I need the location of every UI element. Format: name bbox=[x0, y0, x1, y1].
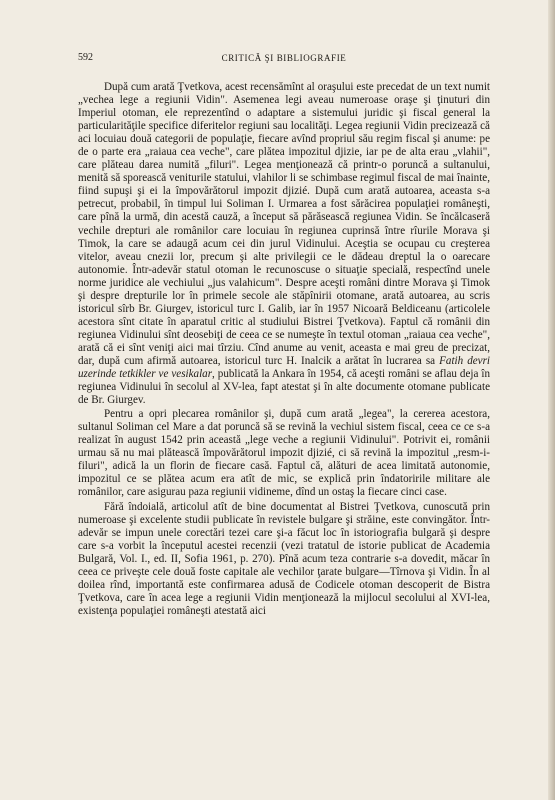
page-number: 592 bbox=[78, 52, 93, 63]
paragraph-3: Fără îndoială, articolul atît de bine documentat al Bistrei Ţvetkova, cunoscută prin numeroase şi excelente studii publicate în revistele bulgare şi străine, este convingător. Într-adevăr se impun unele corectări tezei care şi-a făcut loc în istoriografia bulgară şi despre care s-a vorbit la începutul acestei recenzii (vezi tratatul de istorie publicat de Academia Bulgară, Vol. I., ed. II, Sofia 1961, p. 270). Pînă acum teza contrarie s-a dovedit, măcar în ceea ce priveşte cele două foste capitale ale vechilor ţarate bulgare—Tîrnova şi Vidin. În al doilea rînd, importantă este confirmarea adusă de Codicele otoman descoperit de Bistra Ţvetkova, care în acea lege a regiunii Vidin menţionează la mijlocul secolului al XVI-lea, existenţa populaţiei româneşti atestată aici bbox=[78, 500, 490, 617]
running-head: CRITICĂ ŞI BIBLIOGRAFIE bbox=[221, 53, 347, 63]
paragraph-1-italic-title: Fatih devri uzerinde tetkikler ve vesikalar bbox=[78, 354, 490, 381]
paragraph-1-text-before: După cum arată Ţvetkova, acest recensămînt al oraşului este precedat de un text numit „vechea lege a regiunii Vidin". Asemenea legi aveau numeroase oraşe şi ţinuturi din Imperiul otoman, ele reprezentînd o adaptare a sistemului juridic şi fiscal general la particularităţile specifice diferitelor regiuni sau localităţi. Legea regiunii Vidin precizează că aci locuiau două categorii de populaţie, fiecare avînd propriul său regim fiscal şi anume: pe de o parte era „raiaua cea veche", care plătea impozitul djizie, iar pe de alta erau „vlahii", care plăteau darea numită „filuri". Legea menţionează că printr-o poruncă a sultanului, menită să sporească veniturile statului, vlahilor li se schimbase regimul fiscal de mai înainte, fiind supuşi şi ei la împovărătorul impozit djizié. După cum arată autoarea, aceasta s-a petrecut, probabil, în timpul lui Soliman I. Urmarea a fost sărăcirea populaţiei româneşti, care pînă la urmă, din acestă cauză, a început să părăsească regiunea Vidin. Se încălcaseră vechile drepturi ale românilor care locuiau în regiunea cuprinsă între rîurile Morava şi Timok, la care se adaugă acum cei din jurul Vidinului. Aceştia se ocupau cu creşterea vitelor, aveau cnezii lor, precum şi alte privilegii ce le dădeau dreptul la o oarecare autonomie. Într-adevăr statul otoman le recunoscuse o situaţie specială, respectînd unele norme juridice ale vechiului „jus valahicum". Despre aceşti români dintre Morava şi Timok şi despre drepturile lor în primele secole ale stăpînirii otomane, arată autoarea, au scris istoricul sîrb Br. Giurgev, istoricul turc I. Galib, iar în 1957 Nicoară Beldiceanu (articolele acestora sînt citate în aparatul critic al studiului Bistrei Ţvetkova). Faptul că românii din regiunea Vidinului sînt deosebiţi de ceea ce se numeşte în textul otoman „raiaua cea veche", arată că ei sînt veniţi aici mai tîrziu. Cînd anume au venit, aceasta e mai greu de precizat, dar, după cum afirmă autoarea, istoricul turc H. Inalcik a arătat în lucrarea sa bbox=[78, 81, 490, 367]
body-text bbox=[78, 81, 490, 618]
page-edge-shadow bbox=[548, 0, 555, 800]
paragraph-2: Pentru a opri plecarea românilor şi, după cum arată „legea", la cererea acestora, sultanul Soliman cel Mare a dat poruncă să se revină la vechiul sistem fiscal, ceea ce ce s-a realizat în august 1542 prin această „lege veche a regiunii Vidinului". Potrivit ei, românii urmau să nu mai plătească împovărătorul impozit djizié, ci să revină la impozitul „resm-i- filuri", adică la un florin de fiecare casă. Faptul că, alături de acea limitată autonomie, impozitul ce se plătea acum era atît de mic, se explică prin îndatoririle militare ale românilor, care asigurau paza regiunii vidineme, dînd un ostaş la fiecare cinci case. bbox=[78, 408, 490, 499]
paragraph-1-text-after: , publicată la Ankara în 1954, că aceşti români se aflau deja în regiunea Vidinului în secolul al XV-lea, fapt atestat şi în alte documente otomane publicate de Br. Giurgev. bbox=[78, 368, 490, 407]
page-header bbox=[78, 51, 490, 65]
paragraph-1 bbox=[78, 81, 490, 407]
